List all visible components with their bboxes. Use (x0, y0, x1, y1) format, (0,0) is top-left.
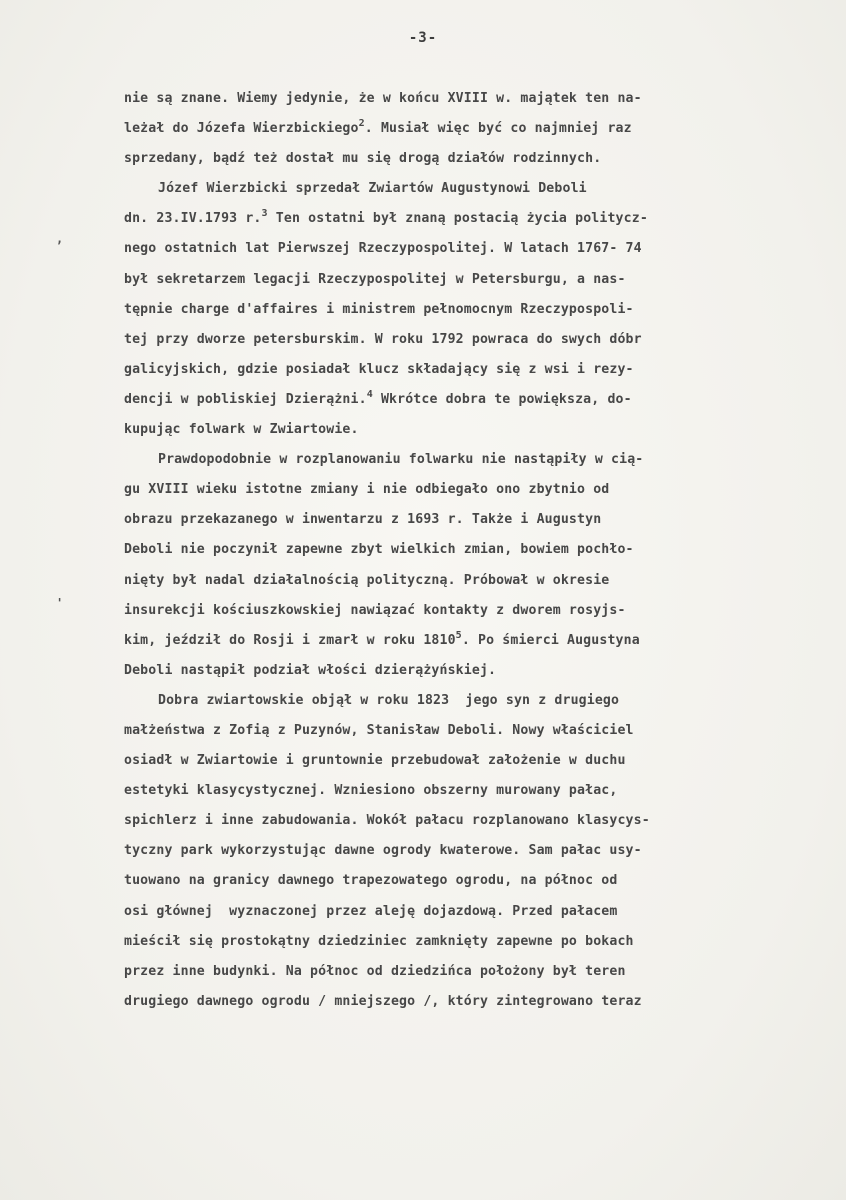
text-line-content: dencji w pobliskiej Dzierążni. (124, 391, 367, 407)
text-line (124, 445, 824, 475)
footnote-reference: 4 (366, 388, 373, 400)
typed-text-body (124, 84, 824, 1017)
text-line (124, 174, 824, 204)
text-line (124, 114, 824, 144)
text-line-content: nięty był nadal działalnością polityczną. Próbował w okresie (124, 572, 610, 588)
text-line-content: był sekretarzem legacji Rzeczypospolitej w Petersburgu, a nas- (124, 271, 626, 287)
text-line-content: gu XVIII wieku istotne zmiany i nie odbiegało ono zbytnio od (124, 482, 610, 498)
text-line (124, 385, 824, 415)
text-line (124, 325, 824, 355)
text-line (124, 806, 824, 836)
text-line-content: leżał do Józefa Wierzbickiego (124, 121, 359, 137)
text-line-content: osi głównej wyznaczonej przez aleję dojazdową. Przed pałacem (124, 903, 618, 919)
text-line-content: estetyki klasycystycznej. Wzniesiono obszerny murowany pałac, (124, 783, 618, 799)
text-line (124, 897, 824, 927)
footnote-reference: 2 (358, 118, 365, 130)
text-line (124, 265, 824, 295)
margin-mark: ‚ (56, 232, 64, 246)
page-number: -3- (408, 30, 438, 46)
text-line-content: mieścił się prostokątny dziedziniec zamknięty zapewne po bokach (124, 933, 634, 949)
text-line (124, 204, 824, 234)
text-line-continuation: . Musiał więc być co najmniej raz (364, 121, 632, 137)
text-line-content: Deboli nastąpił podział włości dzierążyńskiej. (124, 662, 497, 678)
text-line (124, 566, 824, 596)
text-line (124, 716, 824, 746)
text-line-content: osiadł w Zwiartowie i gruntownie przebudował założenie w duchu (124, 753, 626, 769)
text-line-content: Deboli nie poczynił zapewne zbyt wielkich zmian, bowiem pochło- (124, 542, 634, 558)
text-line (124, 415, 824, 445)
text-line-content: insurekcji kościuszkowskiej nawiązać kontakty z dworem rosyjs- (124, 602, 626, 618)
text-line-content: nie są znane. Wiemy jedynie, że w końcu XVIII w. majątek ten na- (124, 91, 642, 106)
text-line (124, 84, 824, 114)
text-line (124, 776, 824, 806)
text-line-content: Prawdopodobnie w rozplanowaniu folwarku nie nastąpiły w cią- (158, 452, 644, 468)
text-line (124, 596, 824, 626)
text-line-content: nego ostatnich lat Pierwszej Rzeczypospolitej. W latach 1767- 74 (124, 241, 642, 257)
text-line-content: galicyjskich, gdzie posiadał klucz składający się z wsi i rezy- (124, 361, 634, 377)
text-line (124, 866, 824, 896)
text-line-content: tuowano na granicy dawnego trapezowatego ogrodu, na północ od (124, 873, 618, 889)
text-line (124, 355, 824, 385)
text-line (124, 505, 824, 535)
text-line-continuation: . Po śmierci Augustyna (461, 632, 640, 648)
text-line (124, 144, 824, 174)
text-line-content: tępnie charge d'affaires i ministrem pełnomocnym Rzeczypospoli- (124, 301, 634, 317)
text-line-continuation: Ten ostatni był znaną postacią życia politycz- (267, 211, 648, 227)
text-line (124, 475, 824, 505)
text-line-content: obrazu przekazanego w inwentarzu z 1693 r. Także i Augustyn (124, 512, 602, 528)
text-line (124, 234, 824, 264)
text-line (124, 836, 824, 866)
text-line-content: tej przy dworze petersburskim. W roku 1792 powraca do swych dóbr (124, 331, 642, 347)
text-line (124, 927, 824, 957)
text-line-continuation: Wkrótce dobra te powiększa, do- (372, 391, 632, 407)
footnote-reference: 3 (261, 208, 268, 220)
text-line (124, 535, 824, 565)
text-line (124, 656, 824, 686)
text-line-content: sprzedany, bądź też dostał mu się drogą działów rodzinnych. (124, 151, 602, 167)
text-line-content: Józef Wierzbicki sprzedał Zwiartów Augustynowi Deboli (158, 181, 587, 197)
margin-mark: ' (56, 596, 64, 610)
footnote-reference: 5 (455, 629, 462, 641)
text-line (124, 957, 824, 987)
text-line-content: przez inne budynki. Na północ od dziedzińca położony był teren (124, 963, 626, 979)
text-line-content: Dobra zwiartowskie objął w roku 1823 jego syn z drugiego (158, 692, 620, 708)
text-line (124, 295, 824, 325)
text-line (124, 686, 824, 716)
text-line (124, 987, 824, 1017)
text-line-content: spichlerz i inne zabudowania. Wokół pałacu rozplanowano klasycys- (124, 813, 650, 829)
text-line-content: kim, jeździł do Rosji i zmarł w roku 1810 (124, 632, 456, 648)
text-line-content: małżeństwa z Zofią z Puzynów, Stanisław Deboli. Nowy właściciel (124, 722, 634, 738)
text-line-content: drugiego dawnego ogrodu / mniejszego /, który zintegrowano teraz (124, 993, 642, 1009)
text-line-content: tyczny park wykorzystując dawne ogrody kwaterowe. Sam pałac usy- (124, 843, 642, 859)
text-line-content: dn. 23.IV.1793 r. (124, 211, 262, 227)
text-line (124, 746, 824, 776)
text-line-content: kupując folwark w Zwiartowie. (124, 422, 359, 438)
text-line (124, 626, 824, 656)
